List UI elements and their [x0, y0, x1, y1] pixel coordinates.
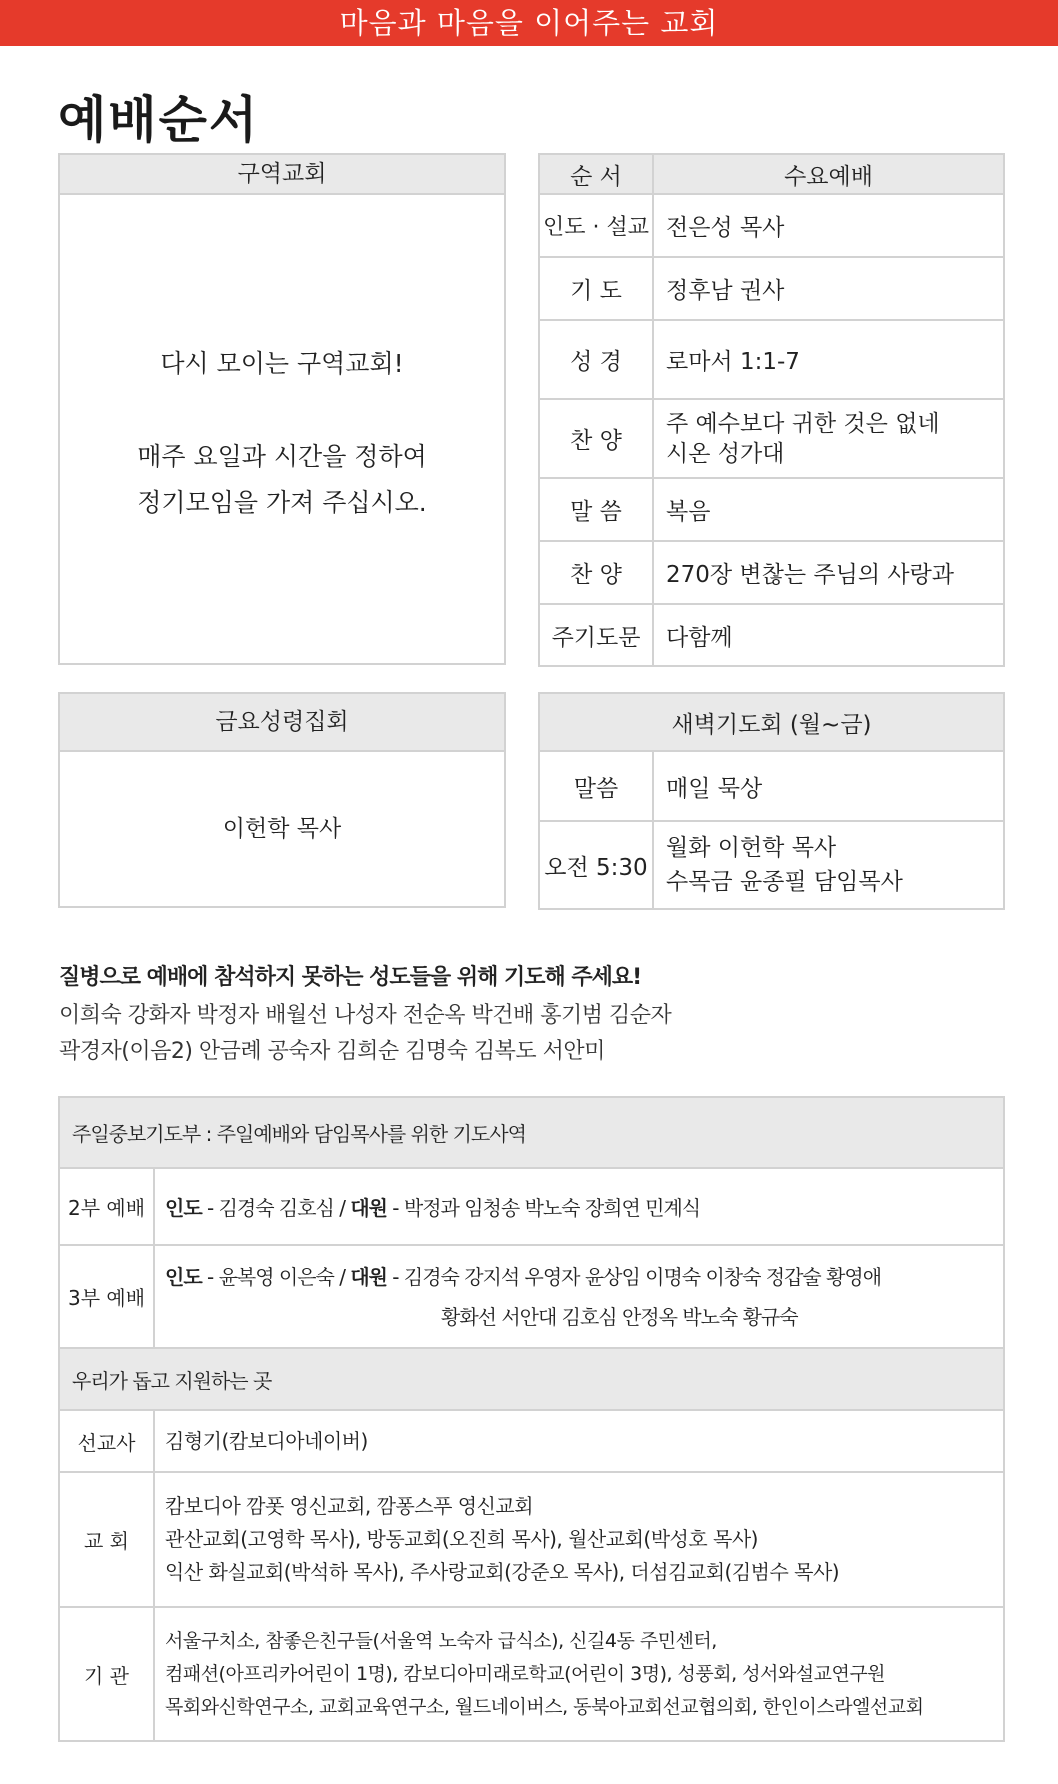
table-row	[539, 257, 1004, 320]
service3-lead-label: 인도	[165, 1264, 202, 1289]
top-banner: 마음과 마음을 이어주는 교회	[0, 0, 1058, 46]
hymn-title: 주 예수보다 귀한 것은 없네	[666, 410, 940, 437]
table-row	[539, 751, 1004, 821]
service3-rep-line2: 황화선 서안대 김호심 안정옥 박노숙 황규숙	[441, 1304, 798, 1329]
row-value	[653, 821, 1004, 909]
row-label: 성 경	[539, 320, 653, 399]
list-item: 컴패션(아프리카어린이 1명), 캄보디아미래로학교(어린이 3명), 성풍회, 성서와설교연구원	[165, 1662, 886, 1685]
list-item: 익산 화실교회(박석하 목사), 주사랑교회(강준오 목사), 더섬김교회(김범수 목사)	[165, 1560, 840, 1584]
service3-members	[154, 1245, 1004, 1348]
row-label: 기 도	[539, 257, 653, 320]
table-row	[59, 1245, 1004, 1348]
row-value: 270장 변찮는 주님의 사랑과	[653, 541, 1004, 604]
service2-rep-label: 대원	[350, 1196, 387, 1220]
support-title: 우리가 돕고 지원하는 곳	[59, 1348, 1004, 1410]
table-row	[539, 194, 1004, 257]
row-value: 정후남 권사	[653, 257, 1004, 320]
dawn-leader-1: 월화 이헌학 목사	[666, 835, 837, 861]
row-label: 찬 양	[539, 399, 653, 478]
table-row	[59, 1472, 1004, 1607]
church-list	[154, 1472, 1004, 1607]
missionary-value: 김형기(캄보디아네이버)	[154, 1410, 1004, 1472]
service3-lead: - 윤복영 이은숙 /	[201, 1264, 351, 1289]
missionary-label: 선교사	[59, 1410, 154, 1472]
group-church-box	[58, 153, 506, 665]
service3-label: 3부 예배	[59, 1245, 154, 1348]
table-row	[539, 399, 1004, 478]
list-item: 캄보디아 깜폿 영신교회, 깜퐁스푸 영신교회	[165, 1494, 534, 1518]
wednesday-service-table	[538, 153, 1005, 667]
service3-rep-label: 대원	[350, 1264, 387, 1289]
church-label: 교 회	[59, 1472, 154, 1607]
service2-rep: - 박정과 임청송 박노숙 장희연 민계식	[386, 1196, 701, 1220]
list-item: 관산교회(고영학 목사), 방동교회(오진희 목사), 월산교회(박성호 목사)	[165, 1527, 758, 1551]
choir-name: 시온 성가대	[666, 440, 785, 467]
group-church-line3: 정기모임을 가져 주십시오.	[137, 488, 427, 517]
friday-service-box	[58, 692, 506, 908]
row-label: 주기도문	[539, 604, 653, 666]
row-value: 전은성 목사	[653, 194, 1004, 257]
friday-preacher: 이헌학 목사	[222, 816, 342, 842]
prayer-names-line1: 이희숙 강화자 박정자 배월선 나성자 전순옥 박건배 홍기범 김순자	[59, 1003, 672, 1028]
service3-rep: - 김경숙 강지석 우영자 윤상임 이명숙 이창숙 정갑술 황영애	[386, 1264, 882, 1289]
table-row	[539, 604, 1004, 666]
prayer-names-line2: 곽경자(이음2) 안금례 공숙자 김희순 김명숙 김복도 서안미	[59, 1039, 605, 1064]
row-value: 로마서 1:1-7	[653, 320, 1004, 399]
row-value: 복음	[653, 478, 1004, 541]
order-column-header: 순 서	[539, 154, 653, 194]
table-row	[59, 1168, 1004, 1245]
page-title: 예배순서	[58, 91, 260, 149]
service2-members	[154, 1168, 1004, 1245]
table-row	[539, 478, 1004, 541]
list-item: 서울구치소, 참좋은친구들(서울역 노숙자 급식소), 신길4동 주민센터,	[165, 1629, 717, 1652]
row-label: 말 씀	[539, 478, 653, 541]
row-value: 매일 묵상	[653, 751, 1004, 821]
dawn-prayer-table	[538, 692, 1005, 910]
friday-service-header: 금요성령집회	[60, 694, 504, 752]
list-item: 목회와신학연구소, 교회교육연구소, 월드네이버스, 동북아교회선교협의회, 한인이스라엘선교회	[165, 1695, 924, 1718]
dawn-leader-2: 수목금 윤종필 담임목사	[666, 869, 903, 895]
row-value: 다함께	[653, 604, 1004, 666]
institution-list	[154, 1607, 1004, 1741]
row-value	[653, 399, 1004, 478]
service2-lead: - 김경숙 김호심 /	[201, 1196, 351, 1220]
table-row	[59, 1410, 1004, 1472]
row-label: 찬 양	[539, 541, 653, 604]
table-row	[539, 320, 1004, 399]
group-church-header: 구역교회	[60, 155, 504, 195]
table-row	[539, 541, 1004, 604]
group-church-line1: 다시 모이는 구역교회!	[160, 349, 404, 378]
row-label: 인도 · 설교	[539, 194, 653, 257]
dawn-prayer-header: 새벽기도회 (월~금)	[539, 693, 1004, 751]
row-label: 오전 5:30	[539, 821, 653, 909]
intercession-title: 주일중보기도부 : 주일예배와 담임목사를 위한 기도사역	[59, 1097, 1004, 1168]
service2-label: 2부 예배	[59, 1168, 154, 1245]
service2-lead-label: 인도	[165, 1196, 202, 1220]
institution-label: 기 관	[59, 1607, 154, 1741]
wednesday-column-header: 수요예배	[653, 154, 1004, 194]
prayer-request-title: 질병으로 예배에 참석하지 못하는 성도들을 위해 기도해 주세요!	[59, 965, 642, 990]
table-row	[539, 821, 1004, 909]
row-label: 말씀	[539, 751, 653, 821]
table-row	[59, 1607, 1004, 1741]
ministry-table	[58, 1096, 1005, 1742]
group-church-line2: 매주 요일과 시간을 정하여	[137, 442, 427, 471]
